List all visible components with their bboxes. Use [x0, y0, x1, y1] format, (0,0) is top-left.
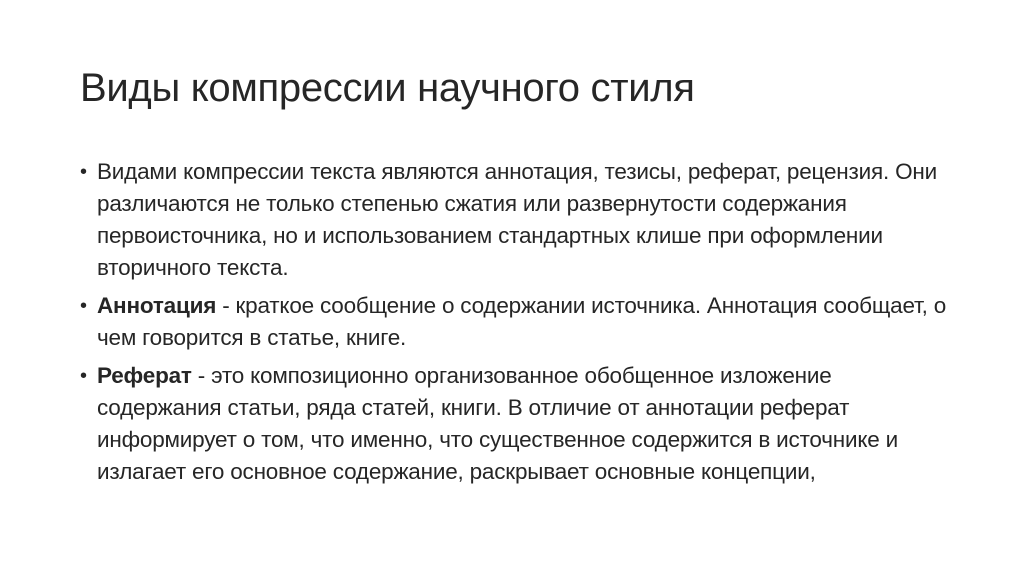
bullet-icon: •: [80, 161, 87, 183]
bullet-text: Видами компрессии текста являются аннотация, тезисы, реферат, рецензия. Они различаются не только степенью сжатия или развернутости содержания первоисточника, но и использованием стандартных клише при оформлении вторичного текста.: [97, 159, 938, 280]
bullet-item: [80, 156, 960, 284]
bullet-text: - краткое сообщение о содержании источника. Аннотация сообщает, о чем говорится в статье, книге.: [97, 293, 947, 350]
slide-title: Виды компрессии научного стиля: [80, 66, 695, 110]
bullet-icon: •: [80, 365, 87, 387]
bullet-item: [80, 360, 960, 488]
bullet-item: [80, 290, 960, 354]
bullet-term: Реферат: [97, 363, 192, 388]
bullet-icon: •: [80, 295, 87, 317]
bullet-term: Аннотация: [97, 293, 217, 318]
bullet-list: [80, 156, 960, 494]
bullet-text: - это композиционно организованное обобщенное изложение содержания статьи, ряда статей, книги. В отличие от аннотации реферат информирует о том, что именно, что существенное содержится в источнике и излагает его основное содержание, раскрывает основные концепции,: [97, 363, 898, 484]
